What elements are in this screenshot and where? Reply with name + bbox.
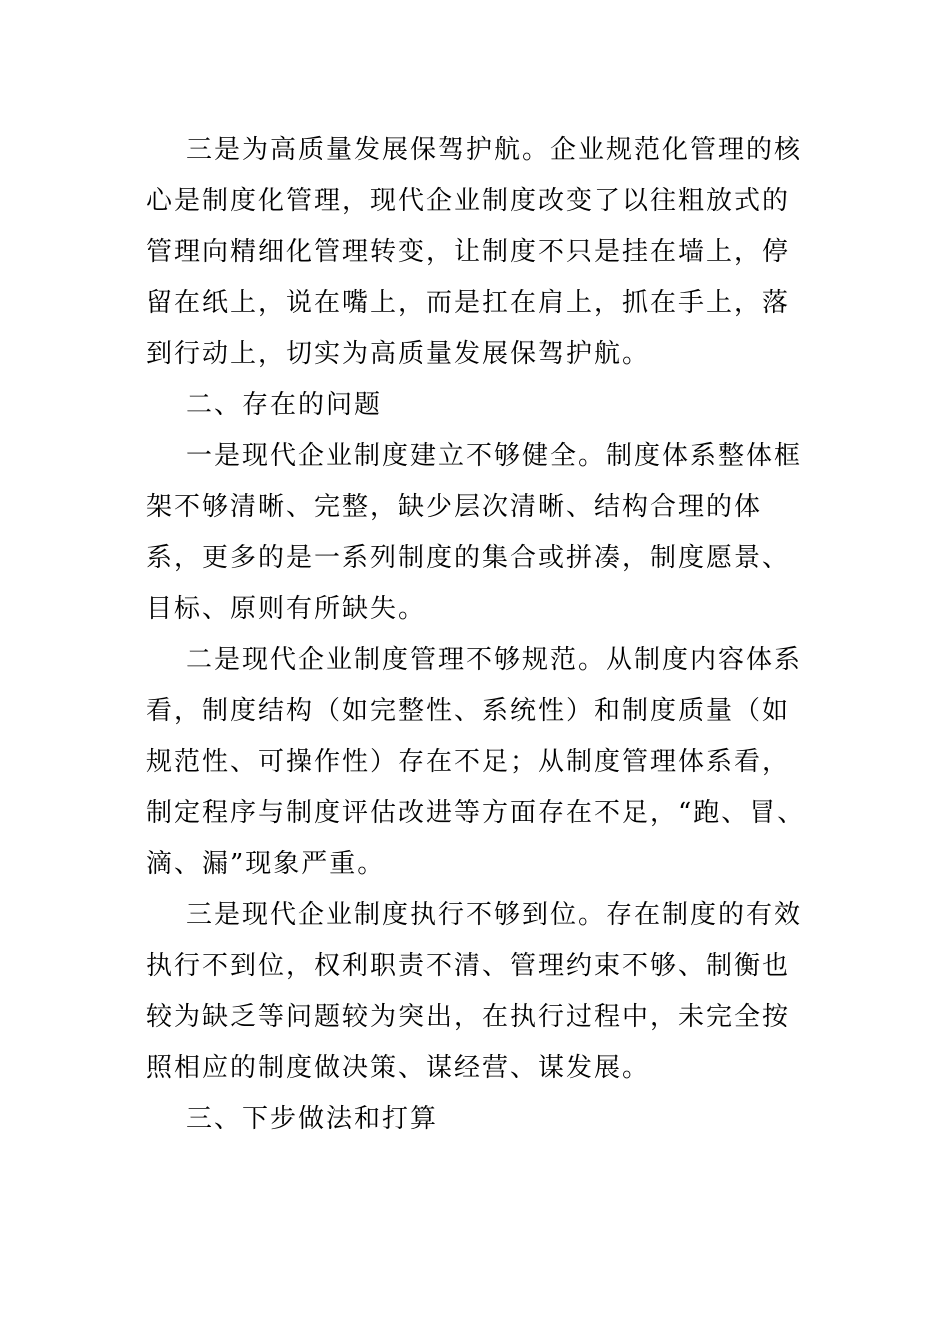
section-heading-existing-problems: 二、存在的问题 <box>186 390 383 420</box>
section-heading-next-steps: 三、下步做法和打算 <box>186 1104 439 1134</box>
paragraph-problem-three: 三是现代企业制度执行不够到位。存在制度的有效执行不到位，权利职责不清、管理约束不够、制衡也较为缺乏等问题较为突出，在执行过程中，未完全按照相应的制度做决策、谋经营、谋发展。 <box>146 900 803 1083</box>
paragraph-problem-two: 二是现代企业制度管理不够规范。从制度内容体系看，制度结构（如完整性、系统性）和制度质量（如规范性、可操作性）存在不足；从制度管理体系看，制定程序与制度评估改进等方面存在不足，“跑、冒、滴、漏”现象严重。 <box>146 645 806 879</box>
document-page <box>146 125 806 1145</box>
paragraph-problem-one: 一是现代企业制度建立不够健全。制度体系整体框架不够清晰、完整，缺少层次清晰、结构合理的体系，更多的是一系列制度的集合或拼凑，制度愿景、目标、原则有所缺失。 <box>146 441 803 624</box>
paragraph-safeguard-development: 三是为高质量发展保驾护航。企业规范化管理的核心是制度化管理，现代企业制度改变了以往粗放式的管理向精细化管理转变，让制度不只是挂在墙上，停留在纸上，说在嘴上，而是扛在肩上，抓在手上，落到行动上，切实为高质量发展保驾护航。 <box>146 135 803 369</box>
